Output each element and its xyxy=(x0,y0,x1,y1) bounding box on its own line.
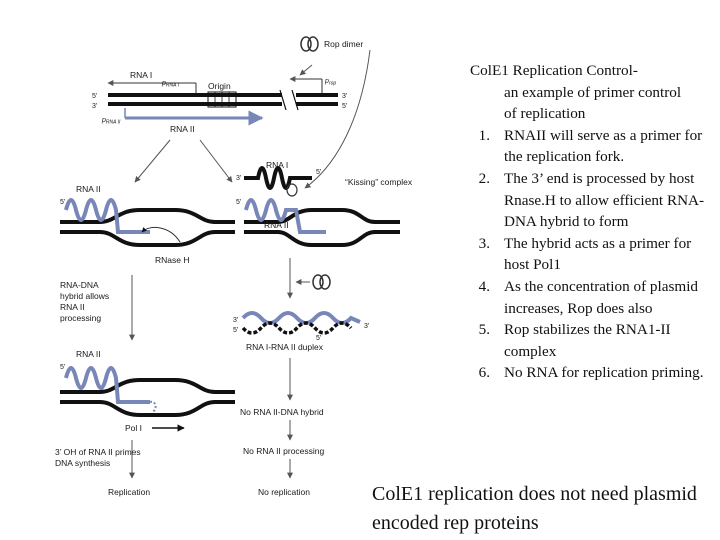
rop-transcript-arrow xyxy=(290,79,322,93)
rna-i-label: RNA I xyxy=(130,70,153,80)
flow-arrow-left xyxy=(135,140,170,182)
rop-kissing-icon xyxy=(287,184,297,196)
hybrid-note-line-1: RNA-DNA xyxy=(60,280,99,290)
top-three-prime-left: 3’ xyxy=(92,103,98,110)
rop-dimer-icon-2 xyxy=(313,275,330,289)
right-three-prime-a: 3’ xyxy=(236,175,242,182)
left-rna-ii-label-2: RNA II xyxy=(76,349,101,359)
pol-i-label: Pol I xyxy=(125,423,143,433)
flow-arrow-right xyxy=(200,140,232,182)
list-item xyxy=(470,362,715,384)
notes-list xyxy=(470,125,715,384)
no-replication-label: No replication xyxy=(258,487,310,497)
primes-note-line-2: DNA synthesis xyxy=(55,458,111,468)
hybrid-note-line-3: RNA II xyxy=(60,302,85,312)
list-item-number: 5. xyxy=(478,321,490,339)
left-five-prime-2: 5’ xyxy=(60,364,66,371)
left-rna-ii-label: RNA II xyxy=(76,184,101,194)
rnase-h-label: RNase H xyxy=(155,255,190,265)
rop-arrow xyxy=(300,65,312,75)
list-item-text: The 3’ end is processed by host Rnase.H to allow efficient RNA-DNA hybrid to form xyxy=(504,169,705,231)
top-five-prime-left: 5’ xyxy=(92,93,98,100)
list-item-text: As the concentration of plasmid increases, Rop does also xyxy=(504,277,699,317)
right-five-prime-d: 5’ xyxy=(316,335,322,342)
top-five-prime-right: 5’ xyxy=(342,103,348,110)
list-item-number: 1. xyxy=(478,126,490,144)
replication-bubble-2 xyxy=(60,380,235,415)
rnase-h-arrow xyxy=(142,227,180,242)
list-item xyxy=(470,168,715,233)
list-item-number: 2. xyxy=(478,169,490,187)
right-three-prime-c: 3’ xyxy=(233,317,239,324)
rna-ii-transcript-arrow xyxy=(125,108,262,118)
right-three-prime-d: 3’ xyxy=(364,323,370,330)
list-item-number: 6. xyxy=(478,364,490,382)
p-rop-label: $p_{rop}$ xyxy=(325,78,337,87)
list-item-number: 4. xyxy=(478,277,490,295)
rna-ii-label: RNA II xyxy=(170,124,195,134)
right-rna-i-label: RNA I xyxy=(266,160,289,170)
list-item-text: Rop stabilizes the RNA1-II complex xyxy=(504,321,671,360)
right-rna-ii-label: RNA II xyxy=(264,220,289,230)
no-processing-label: No RNA II processing xyxy=(243,446,325,456)
list-item xyxy=(470,233,715,276)
footer-statement: ColE1 replication does not need plasmid encoded rep proteins xyxy=(372,483,697,534)
notes-heading-continuation: an example of primer control of replication xyxy=(504,83,682,123)
no-hybrid-label: No RNA II-DNA hybrid xyxy=(240,407,324,417)
list-item-text: RNAII will serve as a primer for the replication fork. xyxy=(504,126,703,166)
kissing-complex-label: “Kissing” complex xyxy=(345,177,413,187)
rna-i-transcript-arrow xyxy=(108,83,196,93)
origin-label: Origin xyxy=(208,81,231,91)
notes-panel xyxy=(470,60,715,384)
p-rna-ii-label: $p_{RNA II}$ xyxy=(102,117,121,126)
left-five-prime-1: 5’ xyxy=(60,199,66,206)
hybrid-note-line-4: processing xyxy=(60,313,102,323)
right-five-prime-a: 5’ xyxy=(316,169,322,176)
rop-kissing-arrow xyxy=(305,50,370,188)
right-five-prime-b: 5’ xyxy=(236,199,242,206)
rna-i-rna-ii-duplex xyxy=(243,313,360,333)
rop-dimer-icon xyxy=(301,37,318,51)
replication-label: Replication xyxy=(108,487,151,497)
primes-note-line-1: 3’ OH of RNA II primes xyxy=(55,447,141,457)
rop-dimer-label: Rop dimer xyxy=(324,39,364,49)
top-plasmid-dna xyxy=(108,90,338,110)
list-item-number: 3. xyxy=(478,234,490,252)
notes-heading-line-1: ColE1 Replication Control- xyxy=(470,62,638,79)
hybrid-note-line-2: hybrid allows xyxy=(60,291,110,301)
rna-i-wave-kissing xyxy=(244,168,312,188)
list-item xyxy=(470,125,715,168)
list-item xyxy=(470,319,715,362)
list-item-text: No RNA for replication priming. xyxy=(504,364,704,382)
right-five-prime-c: 5’ xyxy=(233,327,239,334)
p-rna-i-label: $p_{RNA I}$ xyxy=(162,80,180,89)
rna-ii-wave-1 xyxy=(66,200,150,232)
top-three-prime-right: 3’ xyxy=(342,93,348,100)
list-item xyxy=(470,276,715,319)
duplex-label: RNA I-RNA II duplex xyxy=(246,342,324,352)
list-item-text: The hybrid acts as a primer for host Pol1 xyxy=(504,234,692,274)
notes-heading xyxy=(470,60,715,125)
